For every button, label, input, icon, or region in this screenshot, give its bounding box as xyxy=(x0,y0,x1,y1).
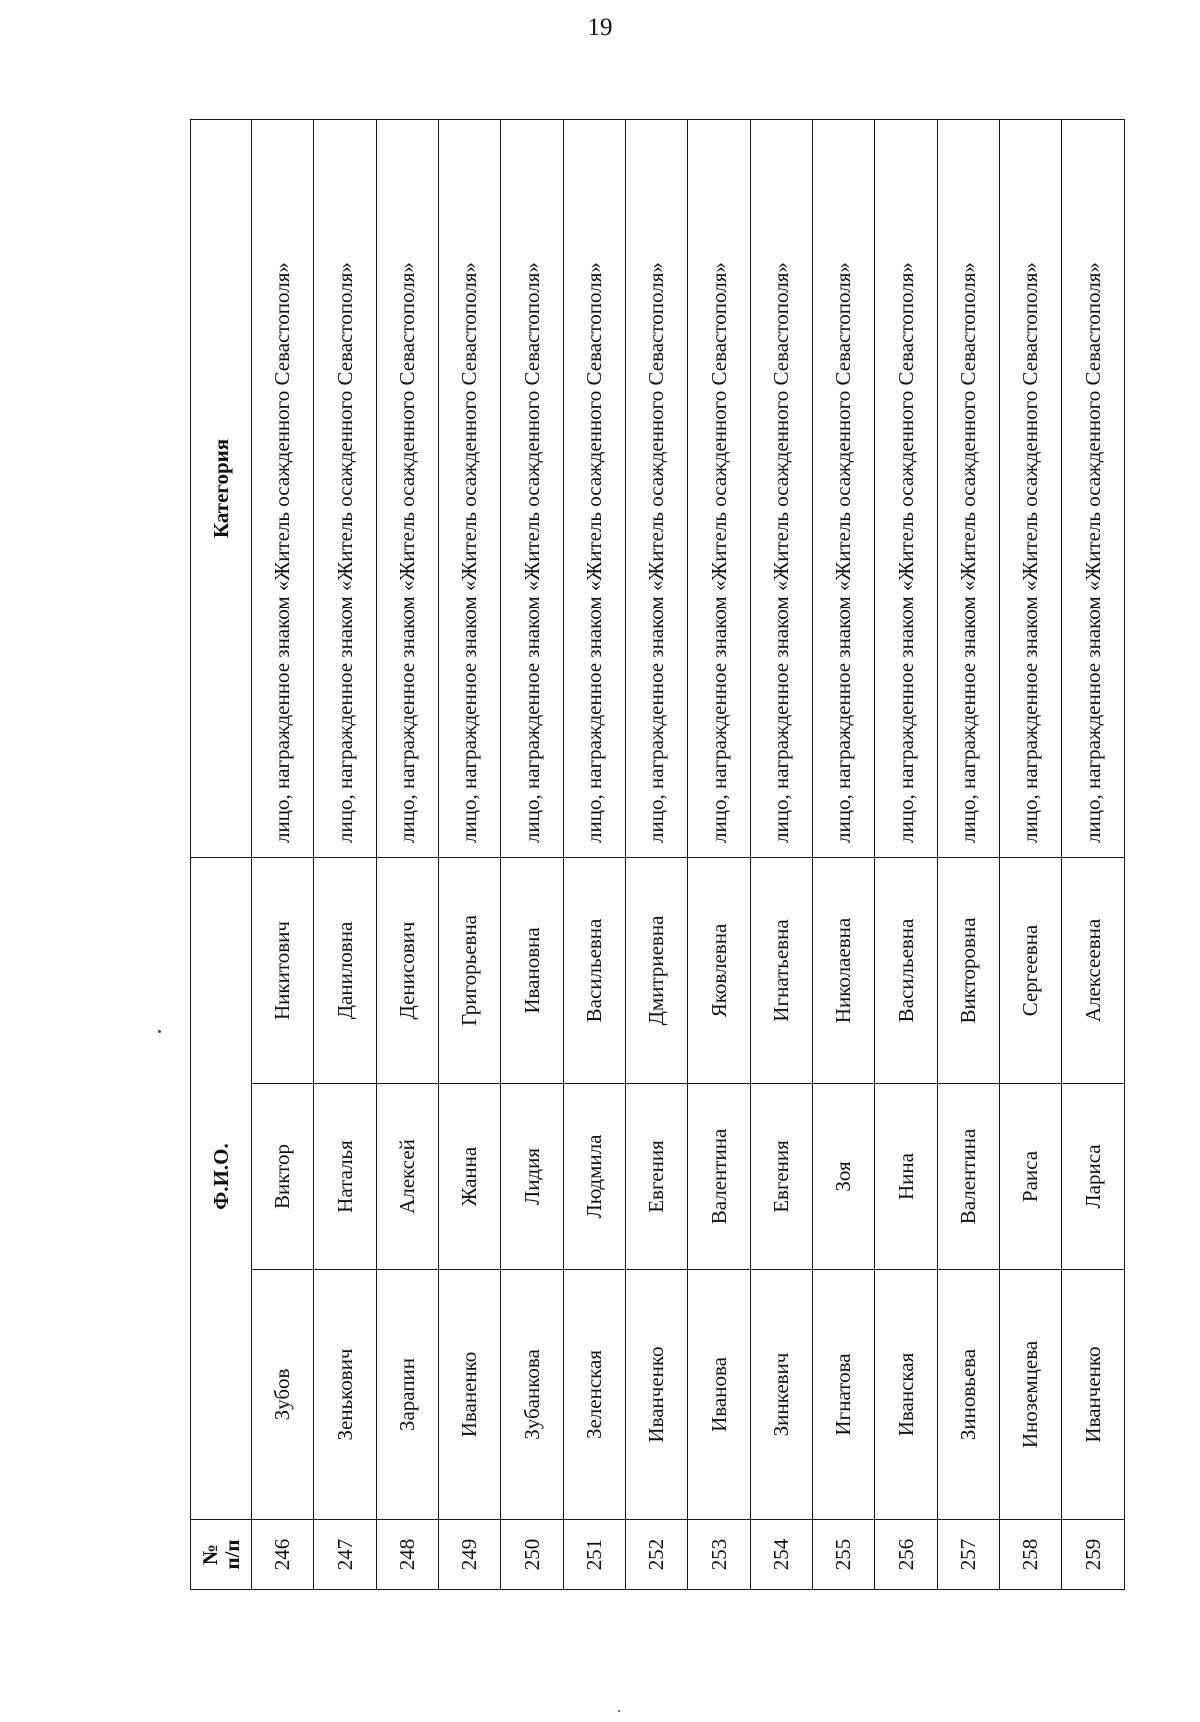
row-number-cell: 251 xyxy=(563,1520,625,1590)
table-row xyxy=(252,120,314,1590)
patronymic-cell: Васильевна xyxy=(563,858,625,1084)
table-row xyxy=(314,120,376,1590)
table-row xyxy=(1000,120,1062,1590)
table-row xyxy=(937,120,999,1590)
row-number-cell: 259 xyxy=(1062,1520,1125,1590)
header-number-abbr: п/п xyxy=(220,1539,244,1570)
header-number-symbol: № xyxy=(198,1543,222,1566)
row-number-cell: 254 xyxy=(750,1520,812,1590)
row-number-cell: 247 xyxy=(314,1520,376,1590)
patronymic-cell: Даниловна xyxy=(314,858,376,1084)
row-number-cell: 250 xyxy=(501,1520,563,1590)
table-row xyxy=(750,120,812,1590)
patronymic-cell: Игнатьевна xyxy=(750,858,812,1084)
category-cell: лицо, награжденное знаком «Житель осажденного Севастополя» xyxy=(1062,120,1125,858)
category-cell: лицо, награжденное знаком «Житель осажденного Севастополя» xyxy=(875,120,937,858)
last-name-cell: Зубов xyxy=(252,1270,314,1520)
row-number-cell: 252 xyxy=(626,1520,688,1590)
last-name-cell: Зинкевич xyxy=(750,1270,812,1520)
header-fio-left xyxy=(191,1270,252,1520)
first-name-cell: Виктор xyxy=(252,1084,314,1270)
scan-speck xyxy=(618,1710,620,1712)
table-row xyxy=(376,120,438,1590)
row-number-cell: 249 xyxy=(439,1520,501,1590)
last-name-cell: Иванская xyxy=(875,1270,937,1520)
row-number-cell: 255 xyxy=(813,1520,875,1590)
header-fio: Ф.И.О. xyxy=(191,1084,252,1270)
table-row xyxy=(501,120,563,1590)
first-name-cell: Валентина xyxy=(688,1084,750,1270)
first-name-cell: Нина xyxy=(875,1084,937,1270)
last-name-cell: Иноземцева xyxy=(1000,1270,1062,1520)
table-body xyxy=(252,120,1125,1590)
table-row xyxy=(875,120,937,1590)
first-name-cell: Жанна xyxy=(439,1084,501,1270)
first-name-cell: Евгения xyxy=(750,1084,812,1270)
patronymic-cell: Яковлевна xyxy=(688,858,750,1084)
first-name-cell: Раиса xyxy=(1000,1084,1062,1270)
header-category: Категория xyxy=(191,120,252,858)
last-name-cell: Зиновьева xyxy=(937,1270,999,1520)
category-cell: лицо, награжденное знаком «Житель осажденного Севастополя» xyxy=(252,120,314,858)
first-name-cell: Евгения xyxy=(626,1084,688,1270)
category-cell: лицо, награжденное знаком «Житель осажденного Севастополя» xyxy=(813,120,875,858)
first-name-cell: Лариса xyxy=(1062,1084,1125,1270)
category-cell: лицо, награжденное знаком «Житель осажденного Севастополя» xyxy=(750,120,812,858)
first-name-cell: Валентина xyxy=(937,1084,999,1270)
row-number-cell: 258 xyxy=(1000,1520,1062,1590)
patronymic-cell: Николаевна xyxy=(813,858,875,1084)
category-cell: лицо, награжденное знаком «Житель осажденного Севастополя» xyxy=(563,120,625,858)
last-name-cell: Зенькович xyxy=(314,1270,376,1520)
last-name-cell: Иваненко xyxy=(439,1270,501,1520)
patronymic-cell: Дмитриевна xyxy=(626,858,688,1084)
category-cell: лицо, награжденное знаком «Житель осажденного Севастополя» xyxy=(376,120,438,858)
last-name-cell: Игнатова xyxy=(813,1270,875,1520)
last-name-cell: Зубанкова xyxy=(501,1270,563,1520)
page-number: 19 xyxy=(587,14,613,41)
first-name-cell: Зоя xyxy=(813,1084,875,1270)
row-number-cell: 248 xyxy=(376,1520,438,1590)
header-number xyxy=(191,1520,252,1590)
category-cell: лицо, награжденное знаком «Житель осажденного Севастополя» xyxy=(626,120,688,858)
row-number-cell: 257 xyxy=(937,1520,999,1590)
patronymic-cell: Никитович xyxy=(252,858,314,1084)
category-cell: лицо, награжденное знаком «Житель осажденного Севастополя» xyxy=(1000,120,1062,858)
category-cell: лицо, награжденное знаком «Житель осажденного Севастополя» xyxy=(688,120,750,858)
rotated-table-container xyxy=(190,120,1125,1590)
last-name-cell: Иванченко xyxy=(626,1270,688,1520)
first-name-cell: Наталья xyxy=(314,1084,376,1270)
table-row xyxy=(439,120,501,1590)
patronymic-cell: Алексеевна xyxy=(1062,858,1125,1084)
row-number-cell: 253 xyxy=(688,1520,750,1590)
awardees-table xyxy=(190,119,1125,1590)
row-number-cell: 256 xyxy=(875,1520,937,1590)
row-number-cell: 246 xyxy=(252,1520,314,1590)
category-cell: лицо, награжденное знаком «Житель осажденного Севастополя» xyxy=(439,120,501,858)
patronymic-cell: Сергеевна xyxy=(1000,858,1062,1084)
first-name-cell: Алексей xyxy=(376,1084,438,1270)
header-fio-right xyxy=(191,858,252,1084)
patronymic-cell: Денисович xyxy=(376,858,438,1084)
patronymic-cell: Григорьевна xyxy=(439,858,501,1084)
table-header-row xyxy=(191,120,252,1590)
table-row xyxy=(626,120,688,1590)
last-name-cell: Зеленская xyxy=(563,1270,625,1520)
last-name-cell: Иванченко xyxy=(1062,1270,1125,1520)
first-name-cell: Людмила xyxy=(563,1084,625,1270)
patronymic-cell: Васильевна xyxy=(875,858,937,1084)
category-cell: лицо, награжденное знаком «Житель осажденного Севастополя» xyxy=(501,120,563,858)
table-row xyxy=(563,120,625,1590)
table-row xyxy=(688,120,750,1590)
last-name-cell: Иванова xyxy=(688,1270,750,1520)
patronymic-cell: Викторовна xyxy=(937,858,999,1084)
table-row xyxy=(1062,120,1125,1590)
patronymic-cell: Ивановна xyxy=(501,858,563,1084)
category-cell: лицо, награжденное знаком «Житель осажденного Севастополя» xyxy=(937,120,999,858)
table-row xyxy=(813,120,875,1590)
scan-speck xyxy=(158,1030,161,1033)
last-name-cell: Зарапин xyxy=(376,1270,438,1520)
category-cell: лицо, награжденное знаком «Житель осажденного Севастополя» xyxy=(314,120,376,858)
first-name-cell: Лидия xyxy=(501,1084,563,1270)
